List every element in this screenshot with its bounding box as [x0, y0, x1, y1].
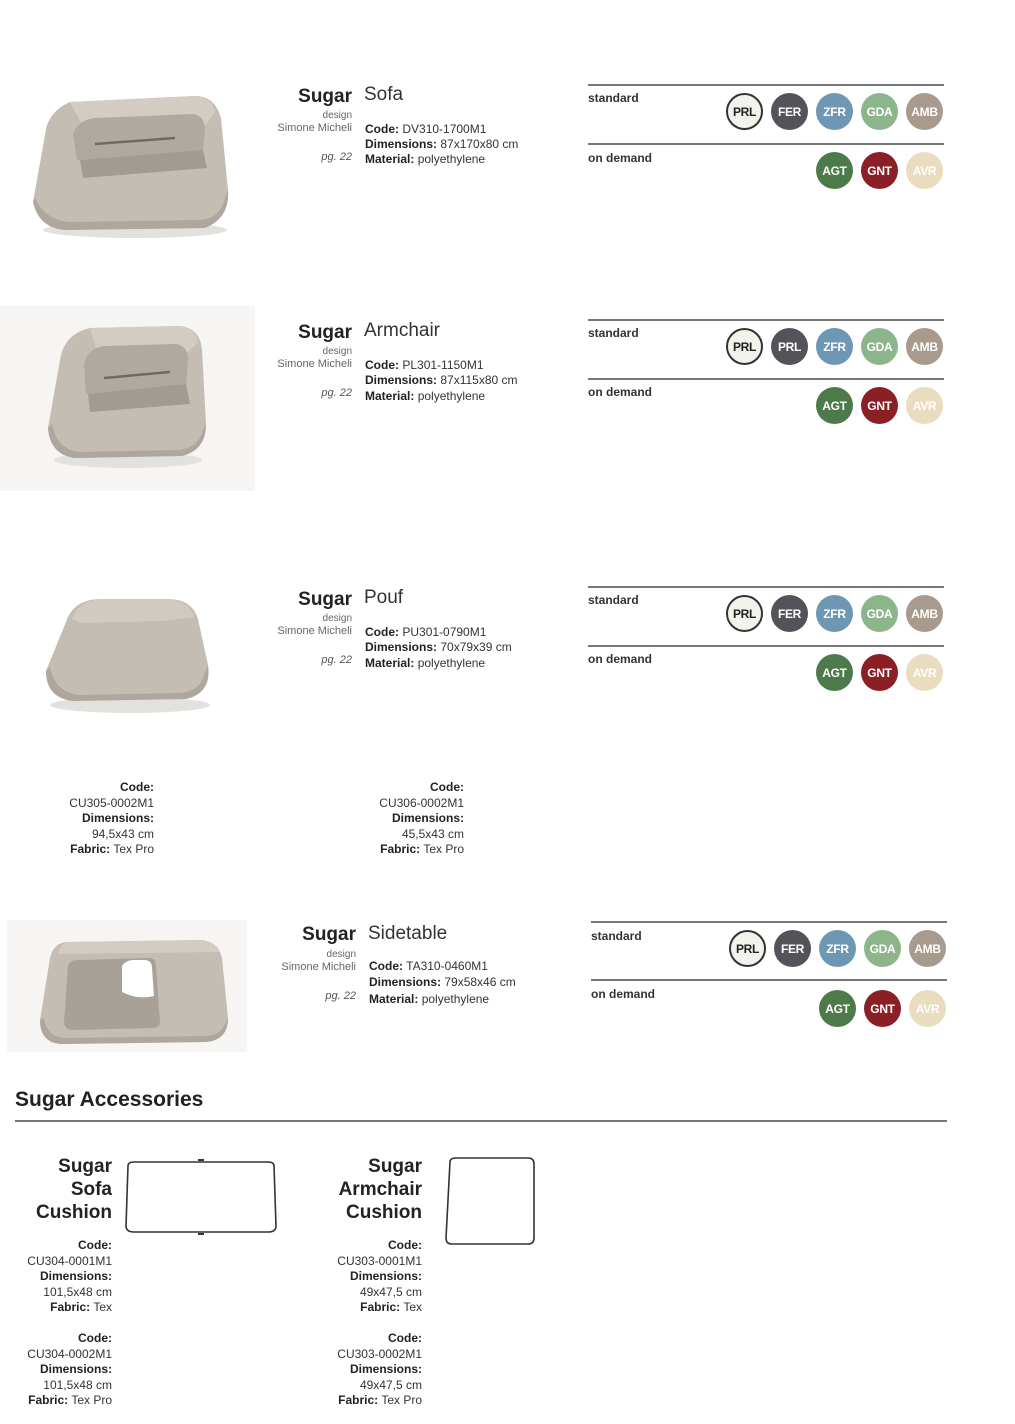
- armchair-cushion-outline: [442, 1156, 538, 1248]
- color-swatch-amb: AMB: [906, 595, 943, 632]
- color-swatch-zfr: ZFR: [816, 328, 853, 365]
- on-demand-divider: [591, 979, 947, 981]
- color-swatch-prl: PRL: [726, 595, 763, 632]
- product-armchair: [0, 236, 1015, 436]
- on-demand-label: on demand: [588, 151, 653, 165]
- product-material: Material: polyethylene: [365, 656, 486, 670]
- color-swatch-zfr: ZFR: [816, 595, 853, 632]
- color-swatch-fer: FER: [771, 93, 808, 130]
- color-swatch-prl: PRL: [726, 328, 763, 365]
- color-swatch-gnt: GNT: [861, 387, 898, 424]
- standard-label: standard: [588, 91, 639, 105]
- on-demand-divider: [588, 143, 944, 145]
- product-name: Sofa: [364, 84, 404, 105]
- color-swatch-zfr: ZFR: [816, 93, 853, 130]
- sofa-cushion-info-1: Code: CU304-0001M1 Dimensions: 101,5x48 cm Fabric: Tex: [27, 1238, 112, 1314]
- color-swatch-avr: AVR: [906, 654, 943, 691]
- on-demand-label: on demand: [591, 987, 656, 1001]
- product-code: Code: DV310-1700M1: [365, 122, 487, 136]
- on-demand-label: on demand: [588, 385, 653, 399]
- color-swatch-agt: AGT: [816, 387, 853, 424]
- standard-label: standard: [588, 593, 639, 607]
- pouf-cushion-info-1: Code: CU305-0002M1 Dimensions: 94,5x43 cm Fabric: Tex Pro: [69, 780, 154, 856]
- standard-divider: [588, 319, 944, 321]
- color-swatch-avr: AVR: [909, 990, 946, 1027]
- standard-divider: [591, 921, 947, 923]
- product-brand: Sugar: [298, 86, 352, 107]
- sofa-cushion-outline: [122, 1158, 280, 1236]
- product-pouf: [0, 503, 1015, 703]
- designer-name: Simone Micheli: [277, 358, 352, 370]
- on-demand-divider: [588, 378, 944, 380]
- product-name: Pouf: [364, 587, 404, 608]
- color-swatch-gnt: GNT: [861, 152, 898, 189]
- sidetable-image: [38, 936, 232, 1048]
- standard-divider: [588, 586, 944, 588]
- armchair-cushion-info-1: Code: CU303-0001M1 Dimensions: 49x47,5 cm Fabric: Tex: [337, 1238, 422, 1314]
- page-reference: pg. 22: [321, 387, 352, 399]
- color-swatch-prl-dark: PRL: [771, 328, 808, 365]
- product-brand: Sugar: [298, 589, 352, 610]
- on-demand-divider: [588, 645, 944, 647]
- accessories-divider: [15, 1120, 947, 1122]
- page-reference: pg. 22: [325, 990, 356, 1002]
- color-swatch-gda: GDA: [861, 328, 898, 365]
- product-name: Armchair: [364, 320, 441, 341]
- color-swatch-agt: AGT: [816, 152, 853, 189]
- product-code: Code: PU301-0790M1: [365, 625, 487, 639]
- product-dimensions: Dimensions: 87x170x80 cm: [365, 137, 519, 151]
- color-swatch-fer: FER: [771, 595, 808, 632]
- color-swatch-avr: AVR: [906, 152, 943, 189]
- accessories-heading: Sugar Accessories: [15, 1088, 204, 1111]
- standard-divider: [588, 84, 944, 86]
- color-swatch-gnt: GNT: [864, 990, 901, 1027]
- product-code: Code: TA310-0460M1: [369, 959, 488, 973]
- pouf-image: [42, 595, 214, 715]
- color-swatch-zfr: ZFR: [819, 930, 856, 967]
- design-label: design: [322, 346, 352, 357]
- page-reference: pg. 22: [321, 654, 352, 666]
- product-code: Code: PL301-1150M1: [365, 358, 484, 372]
- armchair-image: [42, 320, 210, 470]
- product-brand: Sugar: [298, 322, 352, 343]
- color-swatch-gda: GDA: [861, 93, 898, 130]
- designer-name: Simone Micheli: [281, 961, 356, 973]
- pouf-cushion-info-2: Code: CU306-0002M1 Dimensions: 45,5x43 cm Fabric: Tex Pro: [379, 780, 464, 856]
- sofa-cushion-name: Sugar Sofa Cushion: [36, 1156, 112, 1223]
- color-swatch-amb: AMB: [909, 930, 946, 967]
- color-swatch-agt: AGT: [816, 654, 853, 691]
- design-label: design: [322, 110, 352, 121]
- color-swatch-gda: GDA: [861, 595, 898, 632]
- product-dimensions: Dimensions: 79x58x46 cm: [369, 975, 516, 989]
- design-label: design: [326, 949, 356, 960]
- armchair-cushion-name: Sugar Armchair Cushion: [338, 1156, 422, 1223]
- designer-name: Simone Micheli: [277, 625, 352, 637]
- product-dimensions: Dimensions: 87x115x80 cm: [365, 373, 518, 387]
- sofa-image: [25, 90, 233, 240]
- color-swatch-agt: AGT: [819, 990, 856, 1027]
- product-sidetable: [0, 840, 1015, 1040]
- armchair-cushion-info-2: Code: CU303-0002M1 Dimensions: 49x47,5 cm Fabric: Tex Pro: [337, 1331, 422, 1407]
- color-swatch-prl: PRL: [726, 93, 763, 130]
- standard-label: standard: [591, 929, 642, 943]
- color-swatch-gda: GDA: [864, 930, 901, 967]
- product-name: Sidetable: [368, 923, 448, 944]
- product-dimensions: Dimensions: 70x79x39 cm: [365, 640, 512, 654]
- color-swatch-fer: FER: [774, 930, 811, 967]
- on-demand-label: on demand: [588, 652, 653, 666]
- product-sofa: [0, 0, 1015, 200]
- product-material: Material: polyethylene: [365, 152, 486, 166]
- product-material: Material: polyethylene: [369, 992, 490, 1006]
- designer-name: Simone Micheli: [277, 122, 352, 134]
- color-swatch-gnt: GNT: [861, 654, 898, 691]
- color-swatch-amb: AMB: [906, 93, 943, 130]
- design-label: design: [322, 613, 352, 624]
- color-swatch-prl: PRL: [729, 930, 766, 967]
- color-swatch-avr: AVR: [906, 387, 943, 424]
- sofa-cushion-info-2: Code: CU304-0002M1 Dimensions: 101,5x48 cm Fabric: Tex Pro: [27, 1331, 112, 1407]
- color-swatch-amb: AMB: [906, 328, 943, 365]
- product-brand: Sugar: [302, 924, 356, 945]
- page-reference: pg. 22: [321, 151, 352, 163]
- standard-label: standard: [588, 326, 639, 340]
- product-material: Material: polyethylene: [365, 389, 486, 403]
